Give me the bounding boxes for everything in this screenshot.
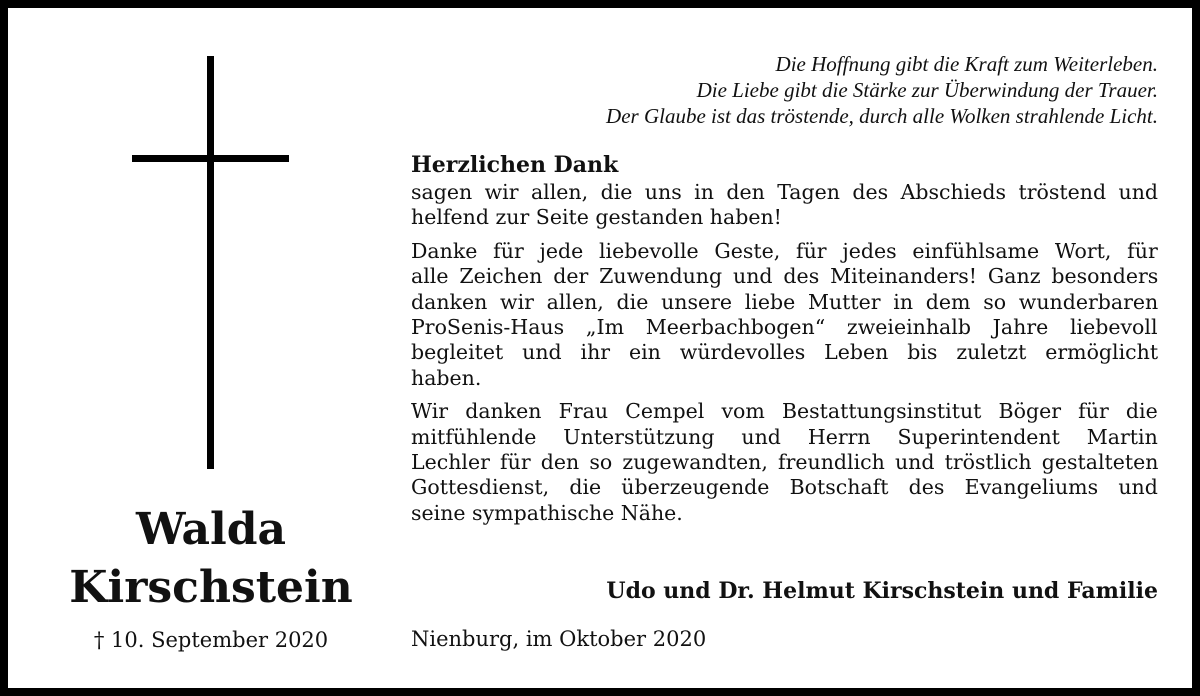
obituary-card — [8, 8, 1192, 688]
text-line: alle Zeichen der Zuwendung und des Miteinanders! Ganz besonders — [411, 264, 1159, 289]
text-line: mitfühlende Unterstützung und Herrn Superintendent Martin — [411, 424, 1158, 449]
quote-line: Der Glaube ist das tröstende, durch alle Wolken strahlende Licht. — [606, 104, 1158, 128]
text-line: sagen wir allen, die uns in den Tagen des Abschieds tröstend und — [411, 180, 1159, 204]
death-date: † 10. September 2020 — [93, 628, 329, 652]
text-line: Gottesdienst, die überzeugende Botschaft des Evangeliums und — [411, 475, 1158, 500]
text-line: haben. — [411, 365, 482, 390]
text-line: Danke für jede liebevolle Geste, für jedes einfühlsame Wort, für — [411, 238, 1158, 263]
deceased-last-name: Kirschstein — [69, 562, 353, 613]
place-date: Nienburg, im Oktober 2020 — [411, 627, 707, 651]
text-line: Wir danken Frau Cempel vom Bestattungsinstitut Böger für die — [411, 399, 1158, 424]
thanks-paragraph — [411, 180, 1158, 231]
signature: Udo und Dr. Helmut Kirschstein und Familie — [606, 578, 1158, 604]
cross-vertical-bar — [207, 56, 214, 469]
thanks-paragraph — [411, 239, 1158, 391]
text-line: danken wir allen, die unsere liebe Mutter in dem so wunderbaren — [411, 289, 1159, 314]
text-line: ProSenis-Haus „Im Meerbachbogen“ zweieinhalb Jahre liebevoll — [411, 315, 1158, 340]
text-line: begleitet und ihr ein würdevolles Leben bis zuletzt ermöglicht — [411, 340, 1159, 365]
cross-horizontal-bar — [132, 155, 289, 162]
thanks-paragraph — [411, 399, 1158, 526]
text-line: helfend zur Seite gestanden haben! — [411, 205, 782, 230]
quote-line: Die Hoffnung gibt die Kraft zum Weiterleben. — [775, 52, 1158, 76]
quote-line: Die Liebe gibt die Stärke zur Überwindung der Trauer. — [696, 78, 1158, 102]
deceased-first-name: Walda — [135, 504, 287, 555]
thanks-heading: Herzlichen Dank — [411, 152, 619, 178]
text-line: seine sympathische Nähe. — [411, 500, 683, 525]
text-line: Lechler für den so zugewandten, freundlich und tröstlich gestalteten — [411, 450, 1159, 475]
quote-block — [606, 51, 1158, 129]
thanks-body — [411, 150, 1158, 534]
